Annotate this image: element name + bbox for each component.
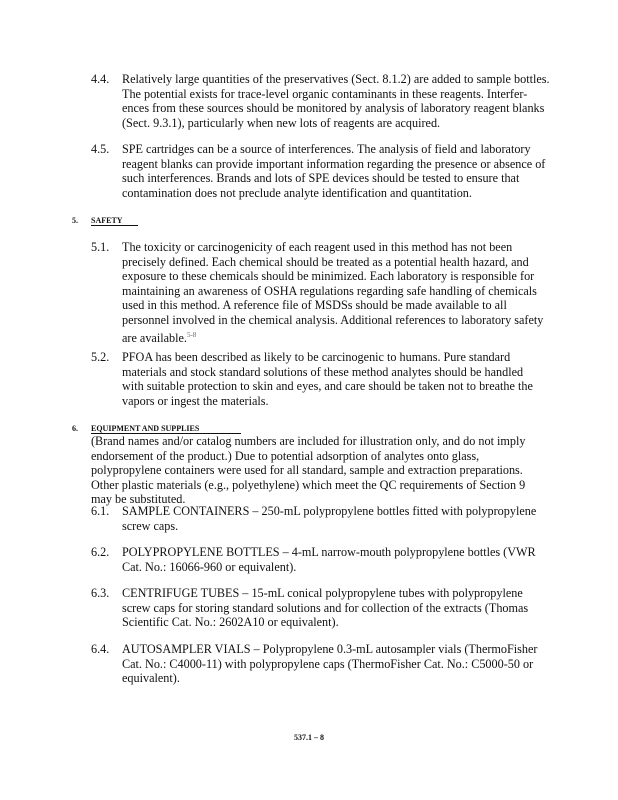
text-line: The toxicity or carcinogenicity of each reagent used in this method has not been [122,240,513,254]
text-line: Scientific Cat. No.: 2602A10 or equivalent). [122,615,339,630]
paragraph-4-4 [122,72,592,130]
text-line: SPE cartridges can be a source of interferences. The analysis of field and laboratory [122,142,531,156]
paragraph-4-5 [122,142,592,200]
text-line: Cat. No.: 16066-960 or equivalent). [122,559,297,574]
text-line: Relatively large quantities of the preservatives (Sect. 8.1.2) are added to sample bottles. [122,72,550,86]
text-line: with suitable protection to skin and eyes, and care should be taken not to breathe the [122,379,533,394]
text-line: screw caps for storing standard solutions and for collection of the extracts (Thomas [122,600,529,615]
text-line: polypropylene containers were used for all standard, sample and extraction preparations. [91,463,523,478]
text-line: CENTRIFUGE TUBES – 15-mL conical polypropylene tubes with polypropylene [122,586,523,600]
text-line: PFOA has been described as likely to be carcinogenic to humans. Pure standard [122,350,511,364]
paragraph-5-1 [122,240,592,345]
text-line: The potential exists for trace-level organic contaminants in these reagents. Interfer- [122,86,528,101]
item-number: 5.1. [91,240,110,254]
text-line: maintaining an awareness of OSHA regulations regarding safe handling of chemicals [122,283,537,298]
text-line: (Sect. 9.3.1), particularly when new lots of reagents are acquired. [122,115,441,130]
item-number: 6.2. [91,545,110,559]
text-fragment: are available. [122,330,187,345]
item-number: 6.4. [91,642,110,656]
section-title-safety: SAFETY [91,216,138,226]
item-number: 6.1. [91,504,110,518]
text-line: such interferences. Brands and lots of SPE devices should be tested to ensure that [122,171,520,186]
section-title-equipment: EQUIPMENT AND SUPPLIES [91,424,241,434]
text-line: materials and stock standard solutions of these method analytes should be handled [122,364,524,379]
paragraph-6-2 [122,545,592,574]
text-line: endorsement of the product.) Due to potential adsorption of analytes onto glass, [91,448,480,463]
text-line: ences from these sources should be monitored by analysis of laboratory reagent blanks [122,101,545,116]
text-line: screw caps. [122,518,179,533]
page-footer: 537.1 – 8 [294,733,324,742]
text-line: may be substituted. [91,492,186,507]
text-line: equivalent). [122,671,180,686]
text-line: SAMPLE CONTAINERS – 250-mL polypropylene bottles fitted with polypropylene [122,504,537,518]
paragraph-5-2 [122,350,592,408]
text-line: used in this method. A reference file of MSDSs should be made available to all [122,298,507,313]
text-line: exposure to these chemicals should be minimized. Each laboratory is responsible for [122,269,535,284]
text-line: POLYPROPYLENE BOTTLES – 4-mL narrow-mouth polypropylene bottles (VWR [122,545,536,559]
text-line: contamination does not preclude analyte identification and quantitation. [122,185,472,200]
section-number-safety: 5. [72,216,78,225]
item-number: 5.2. [91,350,110,364]
text-line: AUTOSAMPLER VIALS – Polypropylene 0.3-mL autosampler vials (ThermoFisher [122,642,538,656]
citation-superscript: 5-8 [186,330,197,339]
text-line [122,328,592,346]
paragraph-6-4 [122,642,592,686]
equipment-intro [91,434,591,507]
section-number-equipment: 6. [72,424,78,433]
item-number: 6.3. [91,586,110,600]
text-line: reagent blanks can provide important information regarding the presence or absence of [122,156,546,171]
paragraph-6-1 [122,504,592,533]
text-line: Other plastic materials (e.g., polyethylene) which meet the QC requirements of Section 9 [91,477,526,492]
item-number: 4.4. [91,72,110,86]
text-line: (Brand names and/or catalog numbers are included for illustration only, and do not imply [91,434,526,448]
paragraph-6-3 [122,586,592,630]
item-number: 4.5. [91,142,110,156]
text-line: Cat. No.: C4000-11) with polypropylene caps (ThermoFisher Cat. No.: C5000-50 or [122,656,534,671]
text-line: precisely defined. Each chemical should be treated as a potential health hazard, and [122,254,529,269]
text-line: vapors or ingest the materials. [122,393,269,408]
text-line: personnel involved in the chemical analysis. Additional references to laboratory safety [122,312,544,327]
